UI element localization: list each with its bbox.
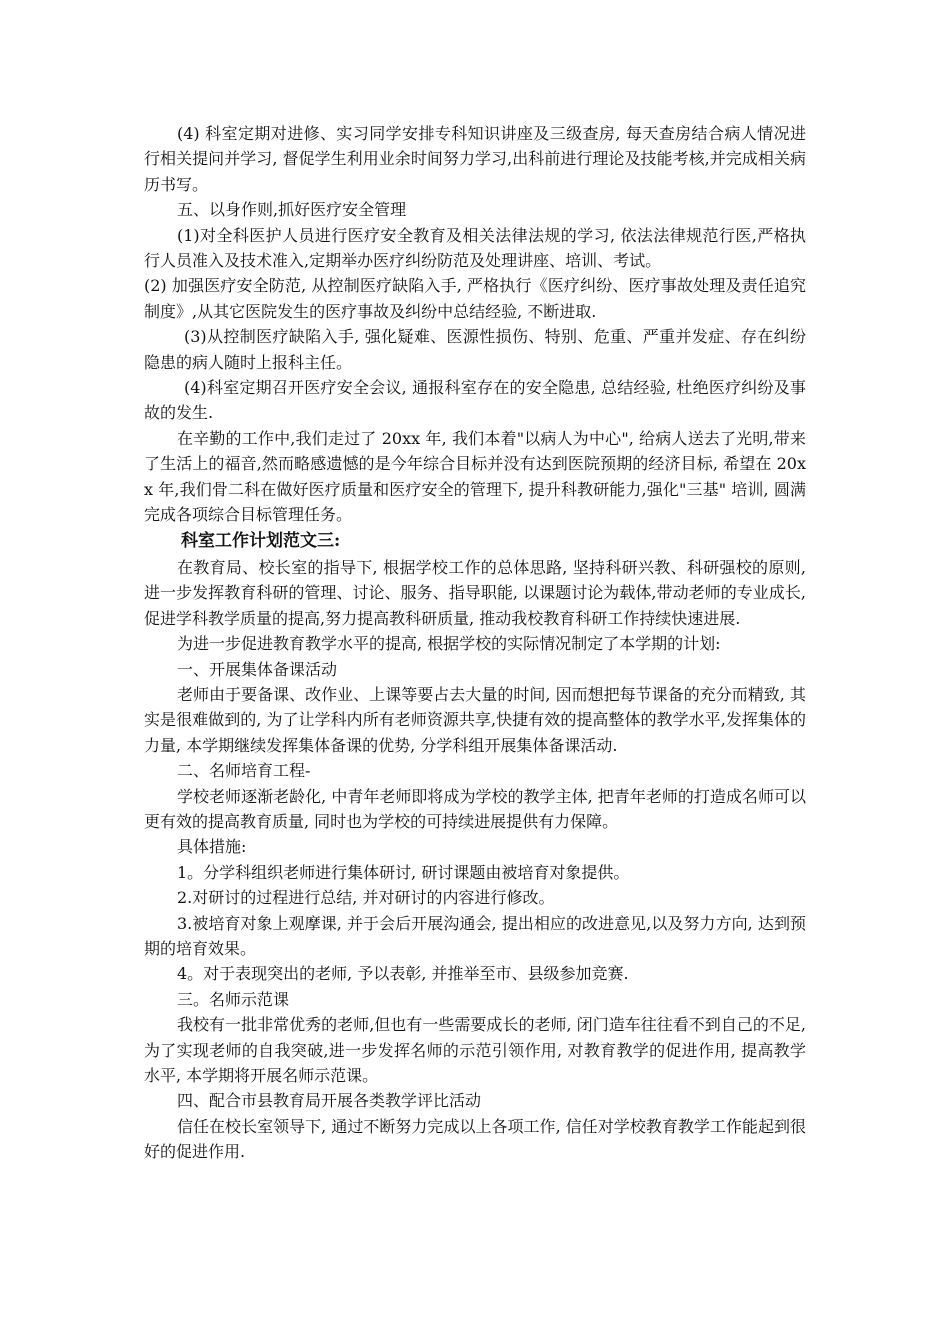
measure-3: 3.被培育对象上观摩课, 并于会后开展沟通会, 提出相应的改进意见,以及努力方向, 达到预期的培育效果。 xyxy=(144,913,806,958)
paragraph-collective-prep: 老师由于要备课、改作业、上课等要占去大量的时间, 因而想把每节课备的充分而精致, 其实是很难做到的, 为了让学科内所有老师资源共享,快捷有效的提高整体的教学水平,发挥集体的力量, 本学期继续发挥集体备课的优势, 分学科组开展集体备课活动. xyxy=(144,684,806,755)
measure-4: 4。对于表现突出的老师, 予以表彰, 并推举至市、县级参加竞赛. xyxy=(177,964,629,984)
measures-heading: 具体措施: xyxy=(177,837,247,857)
document-section-title: 科室工作计划范文三: xyxy=(181,530,341,551)
paragraph-4: (3)从控制医疗缺陷入手, 强化疑难、医源性损伤、特别、危重、严重并发症、存在纠纷隐患的病人随时上报科主任。 xyxy=(144,327,806,372)
measure-2: 2.对研讨的过程进行总结, 并对研讨的内容进行修改。 xyxy=(177,888,555,908)
section-heading-1: 一、开展集体备课活动 xyxy=(177,659,338,679)
paragraph-2: (1)对全科医护人员进行医疗安全教育及相关法律法规的学习, 依法法律规范行医,严格执行人员准入及技术准入,定期举办医疗纠纷防范及处理讲座、培训、考试。 xyxy=(144,225,806,271)
document-body xyxy=(144,121,806,1165)
section-heading-3: 三。名师示范课 xyxy=(177,989,290,1009)
paragraph-demo-class: 我校有一批非常优秀的老师,但也有一些需要成长的老师, 闭门造车往往看不到自己的不足, 为了实现老师的自我突破,进一步发挥名师的示范引领作用, 对教育教学的促进作用, 提高教学水平, 本学期将开展名师示范课。 xyxy=(144,1015,806,1086)
section-heading-2: 二、名师培育工程- xyxy=(177,761,311,781)
paragraph-1: (4) 科室定期对进修、实习同学安排专科知识讲座及三级查房, 每天查房结合病人情况进行相关提问并学习, 督促学生利用业余时间努力学习,出科前进行理论及技能考核,并完成相关病历书写。 xyxy=(144,124,806,194)
paragraph-5: (4)科室定期召开医疗安全会议, 通报科室存在的安全隐患, 总结经验, 杜绝医疗纠纷及事故的发生. xyxy=(144,378,806,423)
measure-1: 1。分学科组织老师进行集体研讨, 研讨课题由被培育对象提供。 xyxy=(177,862,630,882)
section-heading-4: 四、配合市县教育局开展各类教学评比活动 xyxy=(177,1091,482,1111)
paragraph-3: (2) 加强医疗安全防范, 从控制医疗缺陷入手, 严格执行《医疗纠纷、医疗事故处理及责任追究制度》,从其它医院发生的医疗事故及纠纷中总结经验, 不断进取. xyxy=(144,276,806,321)
paragraph-teacher-training: 学校老师逐渐老龄化, 中青年老师即将成为学校的教学主体, 把青年老师的打造成名师可以更有效的提高教育质量, 同时也为学校的可持续进展提供有力保障。 xyxy=(144,786,806,831)
paragraph-plan: 为进一步促进教育教学水平的提高, 根据学校的实际情况制定了本学期的计划: xyxy=(177,634,721,654)
paragraph-closing: 信任在校长室领导下, 通过不断努力完成以上各项工作, 信任对学校教育教学工作能起到很好的促进作用. xyxy=(144,1116,806,1162)
paragraph-intro: 在教育局、校长室的指导下, 根据学校工作的总体思路, 坚持科研兴教、科研强校的原则, 进一步发挥教育科研的管理、讨论、服务、指导职能, 以课题讨论为载体,带动老师的专业成长, 促进学科教学质量的提高,努力提高教科研质量, 推动我校教育科研工作持续快速进展. xyxy=(144,557,806,628)
paragraph-summary: 在辛勤的工作中,我们走过了 20xx 年, 我们本着"以病人为中心", 给病人送去了光明,带来了生活上的福音,然而略感遗憾的是今年综合目标并没有达到医院预期的经济目标, 希望在 20xx 年,我们骨二科在做好医疗质量和医疗安全的管理下, 提升科教研能力,强化"三基" 培训, 圆满完成各项综合目标管理任务。 xyxy=(144,428,806,525)
section-heading-5: 五、以身作则,抓好医疗安全管理 xyxy=(177,200,407,220)
